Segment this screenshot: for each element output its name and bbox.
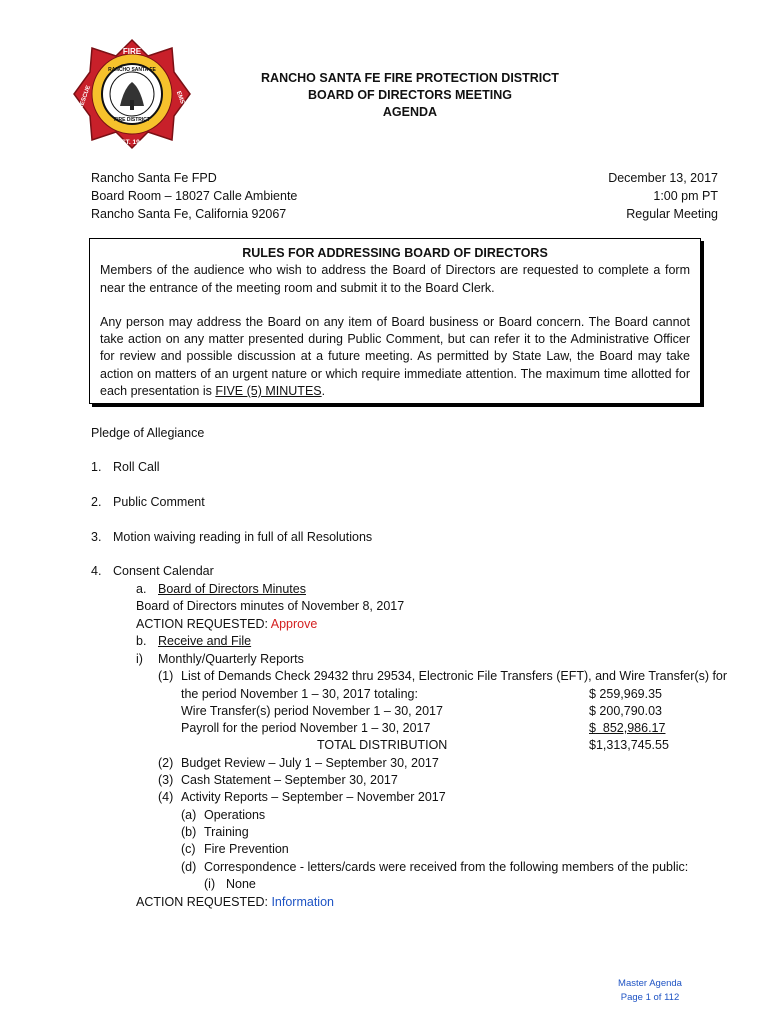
- report-3-text: Cash Statement – September 30, 2017: [181, 773, 398, 787]
- payroll-amount: [589, 721, 679, 735]
- footer-master-agenda: Master Agenda: [618, 978, 682, 989]
- rules-paragraph-1: Members of the audience who wish to address the Board of Directors are requested to complete a form near the entrance of the meeting room and submit it to the Board Clerk.: [100, 263, 690, 295]
- item-i-text: Monthly/Quarterly Reports: [158, 652, 304, 666]
- item-4b-title: Receive and File: [158, 634, 252, 648]
- item-4a-description: Board of Directors minutes of November 8, 2017: [136, 599, 405, 613]
- report-2-text: Budget Review – July 1 – September 30, 2017: [181, 756, 439, 770]
- logo-est-text: EST. 1946: [117, 139, 147, 146]
- payroll-dollar-sign: $: [589, 721, 596, 735]
- report-4b-number: (b): [181, 825, 197, 839]
- wire-transfer-amount: $ 200,790.03: [589, 704, 662, 718]
- item-i-number: i): [136, 652, 143, 666]
- fire-district-logo: [72, 38, 192, 150]
- time-limit: FIVE (5) MINUTES: [215, 384, 322, 399]
- demands-amount: $ 259,969.35: [589, 687, 662, 701]
- report-4di-text: None: [226, 877, 256, 891]
- location-line-1: Rancho Santa Fe FPD: [91, 171, 217, 185]
- item-4a-action: [136, 617, 317, 631]
- header-agenda: AGENDA: [382, 105, 438, 119]
- report-4di-number: (i): [204, 877, 216, 891]
- action-label: ACTION REQUESTED:: [136, 617, 268, 631]
- report-4c-text: Fire Prevention: [204, 842, 289, 856]
- action-approve: Approve: [270, 617, 318, 631]
- report-4d-text: Correspondence - letters/cards were received from the following members of the public:: [204, 860, 689, 874]
- logo-ring-top: RANCHO SANTA FE: [108, 67, 156, 73]
- logo-fire-text: FIRE: [122, 47, 142, 56]
- rules-paragraph-2: [100, 314, 690, 400]
- item-4a-letter: a.: [136, 582, 147, 596]
- report-1-period: the period November 1 – 30, 2017 totaling:: [181, 687, 418, 701]
- item-1-number: 1.: [91, 460, 102, 474]
- footer-page-number: Page 1 of 112: [620, 992, 680, 1003]
- meeting-location: [91, 169, 297, 223]
- logo-rescue-text: RESCUE: [77, 84, 93, 111]
- report-2-number: (2): [158, 756, 174, 770]
- report-4c-number: (c): [181, 842, 196, 856]
- rules-paragraph-2-end: .: [321, 384, 326, 399]
- pledge-of-allegiance: Pledge of Allegiance: [91, 426, 205, 440]
- item-4a-title: Board of Directors Minutes: [158, 582, 306, 596]
- action-information: Information: [271, 895, 334, 909]
- report-1-text: List of Demands Check 29432 thru 29534, Electronic File Transfers (EFT), and Wire Transfer(s) for: [181, 669, 728, 683]
- logo-ring-bottom: FIRE DISTRICT: [114, 117, 150, 123]
- wire-transfer-label: Wire Transfer(s) period November 1 – 30, 2017: [181, 704, 443, 718]
- item-4b-letter: b.: [136, 634, 147, 648]
- rules-box: [89, 238, 701, 404]
- total-distribution-label: TOTAL DISTRIBUTION: [317, 738, 448, 752]
- report-4a-number: (a): [181, 808, 197, 822]
- payroll-value: 852,986.17: [595, 721, 666, 735]
- location-line-2: Board Room – 18027 Calle Ambiente: [91, 189, 298, 203]
- meeting-date: December 13, 2017: [608, 171, 718, 185]
- meeting-type: Regular Meeting: [626, 207, 718, 221]
- item-1-roll-call: Roll Call: [113, 460, 160, 474]
- rules-paragraph-2-text: Any person may address the Board on any item of Board business or Board concern. The Board cannot take action on any matter presented during Public Comment, but can refer it to the Administrative Officer for review and possible discussion at a future meeting. As permitted by State Law, the Board may take action on matters of an urgent nature or which require immediate attention. The maximum time allotted for each presentation is: [100, 314, 690, 399]
- final-action: [136, 895, 334, 909]
- total-distribution-amount: $1,313,745.55: [589, 738, 669, 752]
- report-3-number: (3): [158, 773, 174, 787]
- rules-title: RULES FOR ADDRESSING BOARD OF DIRECTORS: [242, 246, 548, 260]
- payroll-label: Payroll for the period November 1 – 30, 2017: [181, 721, 431, 735]
- report-4a-text: Operations: [204, 808, 266, 822]
- item-3-number: 3.: [91, 530, 102, 544]
- header-meeting: BOARD OF DIRECTORS MEETING: [308, 88, 512, 102]
- header-district: RANCHO SANTA FE FIRE PROTECTION DISTRICT: [261, 71, 559, 85]
- agenda-header: [200, 70, 620, 121]
- item-2-public-comment: Public Comment: [113, 495, 205, 509]
- report-1-number: (1): [158, 669, 174, 683]
- report-4d-number: (d): [181, 860, 197, 874]
- item-2-number: 2.: [91, 495, 102, 509]
- item-4-number: 4.: [91, 564, 102, 578]
- meeting-time: 1:00 pm PT: [653, 189, 718, 203]
- report-4-text: Activity Reports – September – November 2017: [181, 790, 446, 804]
- location-line-3: Rancho Santa Fe, California 92067: [91, 207, 287, 221]
- final-action-label: ACTION REQUESTED:: [136, 895, 268, 909]
- meeting-details: [608, 169, 718, 223]
- report-4b-text: Training: [204, 825, 249, 839]
- page-footer: [590, 977, 710, 1005]
- report-4-number: (4): [158, 790, 174, 804]
- item-3-motion: Motion waiving reading in full of all Resolutions: [113, 530, 373, 544]
- item-4-consent-calendar: Consent Calendar: [113, 564, 214, 578]
- logo-ems-text: EMS: [174, 90, 185, 105]
